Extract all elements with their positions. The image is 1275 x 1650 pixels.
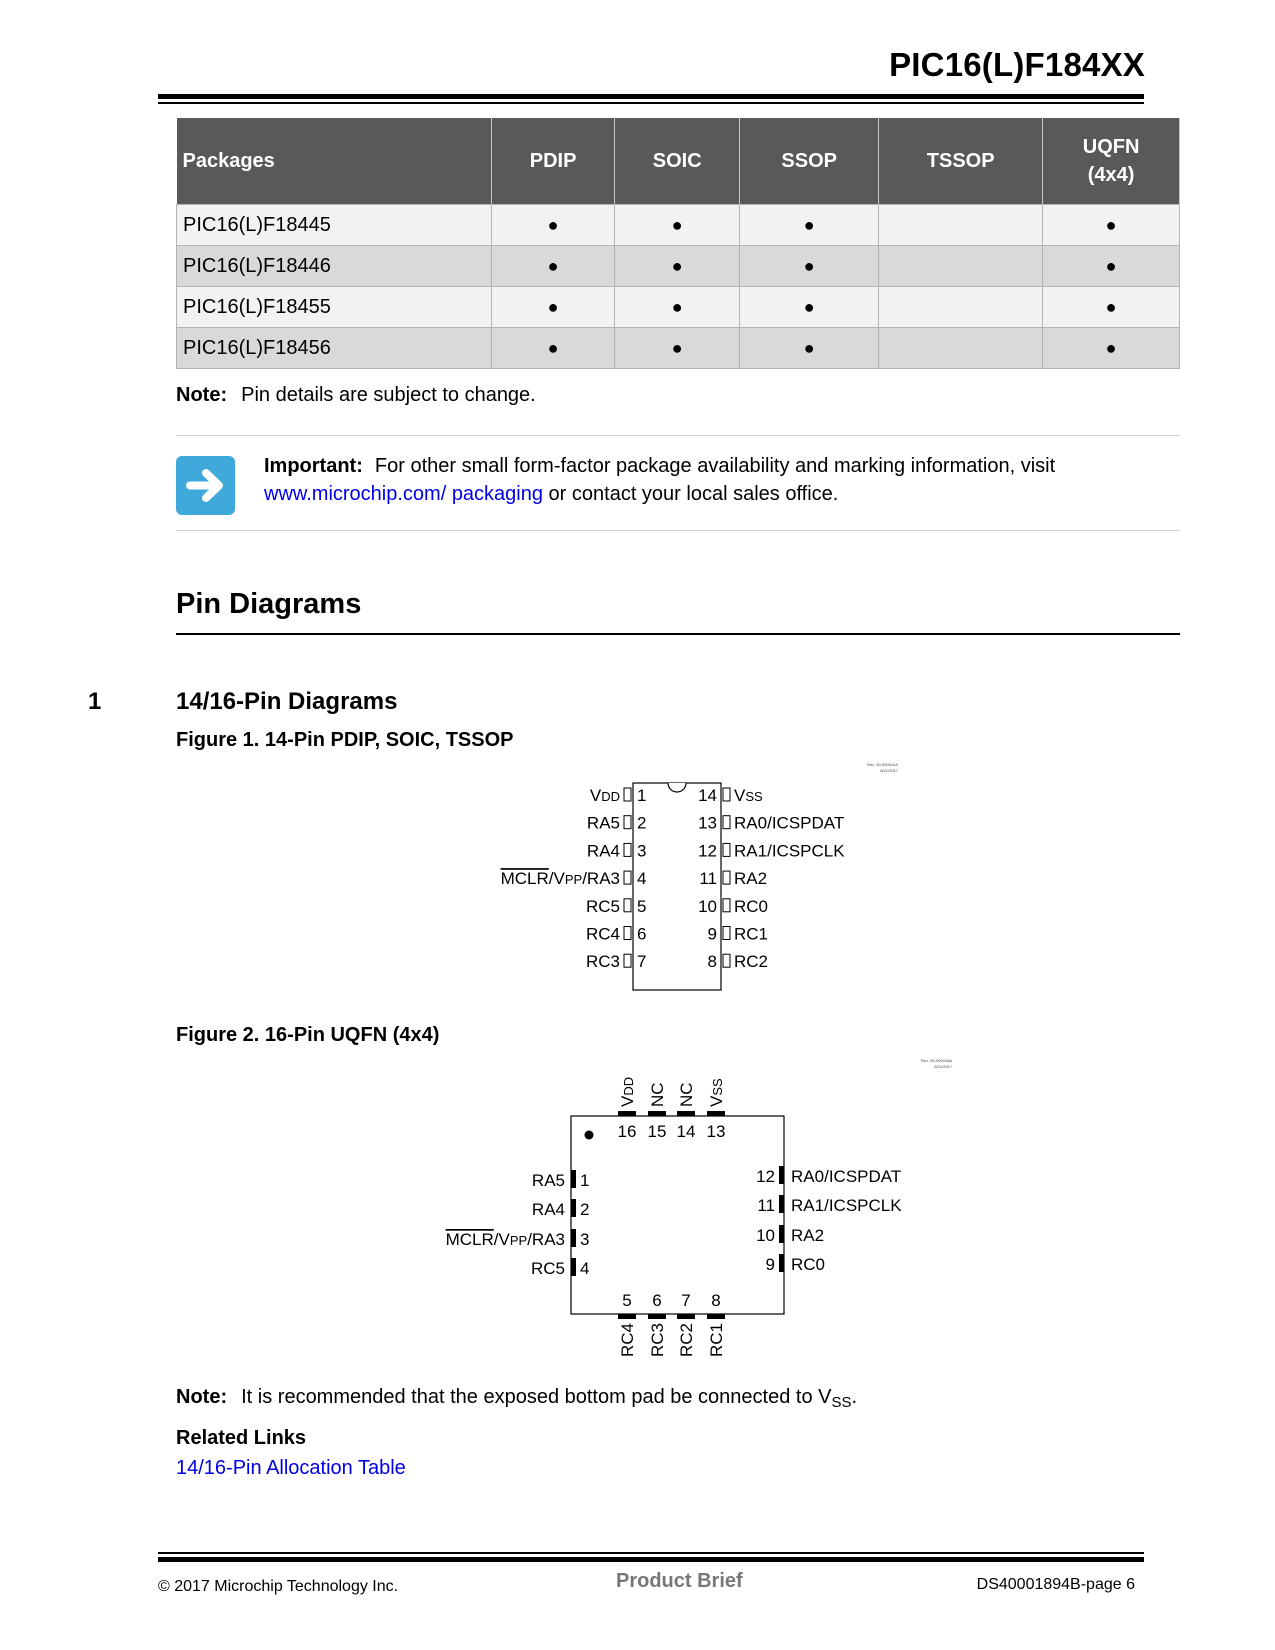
pin-13-label-ra0-icspdat: RA0/ICSPDAT [734,813,845,833]
part-name: PIC16(L)F18455 [177,287,492,328]
availability-cell: ● [492,328,615,369]
pin-10-label-ra2: RA2 [791,1226,825,1245]
availability-cell: ● [740,246,879,287]
pin-12-number: 12 [756,1167,775,1186]
pin-8-number: 8 [707,952,717,972]
note-label: Note: [176,1386,228,1408]
important-text: For other small form-factor package availability and marking information, visit [374,455,1056,477]
packaging-link[interactable]: www.microchip.com/ packaging [264,483,543,505]
availability-cell: ● [615,328,740,369]
header-soic: SOIC [615,118,740,205]
availability-cell [879,205,1043,246]
pin-7-label-rc2: RC2 [677,1323,696,1358]
table-row [177,205,1180,246]
pin-2-pad [571,1199,576,1217]
availability-cell: ● [615,246,740,287]
pin-8-label-rc1: RC1 [707,1323,726,1358]
availability-cell: ● [740,287,879,328]
pin-10-number: 10 [698,896,717,916]
uqfn-package-body [571,1116,784,1314]
footer-rule-thin [158,1552,1144,1554]
pin-4-number: 4 [580,1259,590,1278]
pin-allocation-table-link[interactable]: 14/16-Pin Allocation Table [176,1457,406,1479]
pin-6-pad [648,1314,666,1319]
availability-cell: ● [740,205,879,246]
pin-3-pad [571,1229,576,1247]
pin-11-label-ra2: RA2 [734,869,768,889]
footer-doc-type: Product Brief [616,1570,743,1592]
pin-7-number: 7 [637,952,647,972]
availability-cell: ● [1043,328,1180,369]
pin-15-pad [648,1111,666,1116]
figure1-rev-date: 6/21/2017 [880,768,898,773]
availability-cell: ● [740,328,879,369]
header-packages: Packages [177,118,492,205]
pin-10-number: 10 [756,1226,775,1245]
pin-1-number: 1 [580,1171,590,1190]
dip-package-body [633,783,721,990]
availability-cell: ● [1043,287,1180,328]
availability-cell: ● [492,205,615,246]
document-title: PIC16(L)F184XX [889,46,1145,83]
pin-10-pad [779,1225,784,1243]
figure1-revision [818,762,898,774]
pin-5-number: 5 [622,1291,632,1310]
pin-4-number: 4 [637,869,647,889]
important-bottom-rule [176,530,1180,531]
pin-7-number: 7 [681,1291,691,1310]
pin-7-pad [624,954,631,967]
pin-14-pad [677,1111,695,1116]
figure2-rev-date: 6/21/2017 [934,1064,952,1069]
part-name: PIC16(L)F18456 [177,328,492,369]
pin-1-label-vdd: VDD [589,786,620,805]
table-row [177,246,1180,287]
note-text: Pin details are subject to change. [241,384,536,406]
important-top-rule [176,435,1180,436]
pin-2-label-ra4: RA4 [531,1200,565,1219]
pin-13-label-vss: VSS [707,1078,726,1107]
pin-12-label-ra0-icspdat: RA0/ICSPDAT [791,1167,902,1186]
note-label: Note: [176,384,228,406]
section-heading-rule [176,633,1180,635]
header-uqfn: UQFN (4x4) [1043,118,1180,205]
availability-cell: ● [492,246,615,287]
pin-12-number: 12 [698,841,717,861]
important-text-after: or contact your local sales office. [543,483,839,505]
pin-14-label-nc: NC [677,1082,696,1107]
pin-2-number: 2 [637,813,647,833]
pin-13-number: 13 [698,813,717,833]
pin-4-label-mclr-vpp-ra3: MCLR/VPP/RA3 [500,869,620,889]
packages-table [176,118,1180,369]
pin-6-label-rc3: RC3 [648,1323,667,1358]
pin-15-label-nc: NC [648,1082,667,1107]
pin-6-number: 6 [652,1291,662,1310]
header-rule-thin [158,102,1144,104]
pin-13-number: 13 [706,1122,726,1141]
packages-table-header-row [177,118,1180,205]
pin-11-pad [723,871,730,884]
header-tssop: TSSOP [879,118,1043,205]
pin-3-pad [624,843,631,856]
pin-14-pad [723,788,730,801]
pin-2-label-ra5: RA5 [586,813,620,833]
availability-cell: ● [615,287,740,328]
figure2-rev-number: Rev. 00-000018A [921,1058,952,1063]
pin-5-label-rc4: RC4 [618,1323,637,1358]
pin-7-label-rc3: RC3 [585,952,620,972]
pin-6-pad [624,927,631,940]
figure1-caption: Figure 1. 14-Pin PDIP, SOIC, TSSOP [176,729,514,751]
availability-cell: ● [1043,205,1180,246]
pin-9-number: 9 [765,1255,775,1274]
pin-6-number: 6 [637,924,647,944]
section-number: 1 [88,688,102,715]
pin-12-pad [723,843,730,856]
pin-11-number: 11 [699,869,717,889]
pin-16-label-vdd: VDD [618,1076,637,1107]
pin-11-number: 11 [757,1196,775,1215]
header-ssop: SSOP [740,118,879,205]
footer-copyright: © 2017 Microchip Technology Inc. [158,1578,399,1595]
footer-rule-thick [158,1557,1144,1562]
pin-7-pad [677,1314,695,1319]
pin-10-pad [723,899,730,912]
dip-notch [668,783,686,792]
pin-16-number: 16 [617,1122,637,1141]
figure2-caption: Figure 2. 16-Pin UQFN (4x4) [176,1024,440,1046]
pin-4-label-rc5: RC5 [530,1259,565,1278]
pin-9-label-rc1: RC1 [734,924,769,944]
availability-cell [879,328,1043,369]
important-label: Important: [264,455,363,477]
header-rule-thick [158,94,1144,99]
availability-cell: ● [1043,246,1180,287]
pin-9-label-rc0: RC0 [791,1255,826,1274]
pin-1-number: 1 [637,786,647,805]
pin-11-pad [779,1195,784,1213]
pin-13-pad [707,1111,725,1116]
pin-3-label-ra4: RA4 [586,841,620,861]
note-exposed-pad [176,1386,857,1411]
pin-5-pad [624,899,631,912]
pin-13-pad [723,816,730,829]
pin-4-pad [624,871,631,884]
subsection-heading: 14/16-Pin Diagrams [176,688,398,715]
table-row [177,328,1180,369]
table-row [177,287,1180,328]
pin-8-pad [707,1314,725,1319]
pin-1-pad [624,788,631,801]
pin-8-pad [723,954,730,967]
availability-cell [879,246,1043,287]
note-text: It is recommended that the exposed bottom pad be connected to V [241,1386,832,1408]
pin-11-label-ra1-icspclk: RA1/ICSPCLK [791,1196,902,1215]
pin-5-pad [618,1314,636,1319]
note-subscript: SS [831,1394,852,1411]
pin-8-label-rc2: RC2 [734,952,769,972]
pin-12-pad [779,1166,784,1184]
pin-14-label-vss: VSS [734,786,763,805]
figure1-rev-number: Rev. 00-000014A [867,762,898,767]
arrow-right-icon [176,456,235,515]
availability-cell [879,287,1043,328]
pin-4-pad [571,1258,576,1276]
pin-8-number: 8 [711,1291,721,1310]
pin-9-pad [779,1254,784,1272]
note-text-after: . [851,1386,858,1408]
important-notice [264,452,1164,508]
pin-1-label-ra5: RA5 [531,1171,565,1190]
pin-5-label-rc5: RC5 [585,896,620,916]
pin-1-pad [571,1170,576,1188]
pin-2-number: 2 [580,1200,590,1219]
footer-page-number: DS40001894B-page 6 [976,1576,1135,1593]
pin-9-number: 9 [707,924,717,944]
pin-12-label-ra1-icspclk: RA1/ICSPCLK [734,841,845,861]
pin-3-number: 3 [637,841,647,861]
pin-16-pad [618,1111,636,1116]
availability-cell: ● [492,287,615,328]
pin-5-number: 5 [637,896,647,916]
pin-10-label-rc0: RC0 [734,896,769,916]
pin-6-label-rc4: RC4 [585,924,620,944]
part-name: PIC16(L)F18446 [177,246,492,287]
part-name: PIC16(L)F18445 [177,205,492,246]
figure2-revision [872,1058,952,1070]
pin-3-number: 3 [580,1230,590,1249]
header-pdip: PDIP [492,118,615,205]
availability-cell: ● [615,205,740,246]
pin1-indicator-dot [585,1131,594,1140]
pin-14-number: 14 [698,786,717,805]
pin-2-pad [624,816,631,829]
pin-9-pad [723,927,730,940]
pin-14-number: 14 [676,1122,696,1141]
related-links-heading: Related Links [176,1427,307,1449]
pin-15-number: 15 [647,1122,667,1141]
pin-3-label-mclr-vpp-ra3: MCLR/VPP/RA3 [445,1230,565,1249]
section-heading-pin-diagrams: Pin Diagrams [176,588,362,620]
note-pin-details [176,384,536,407]
